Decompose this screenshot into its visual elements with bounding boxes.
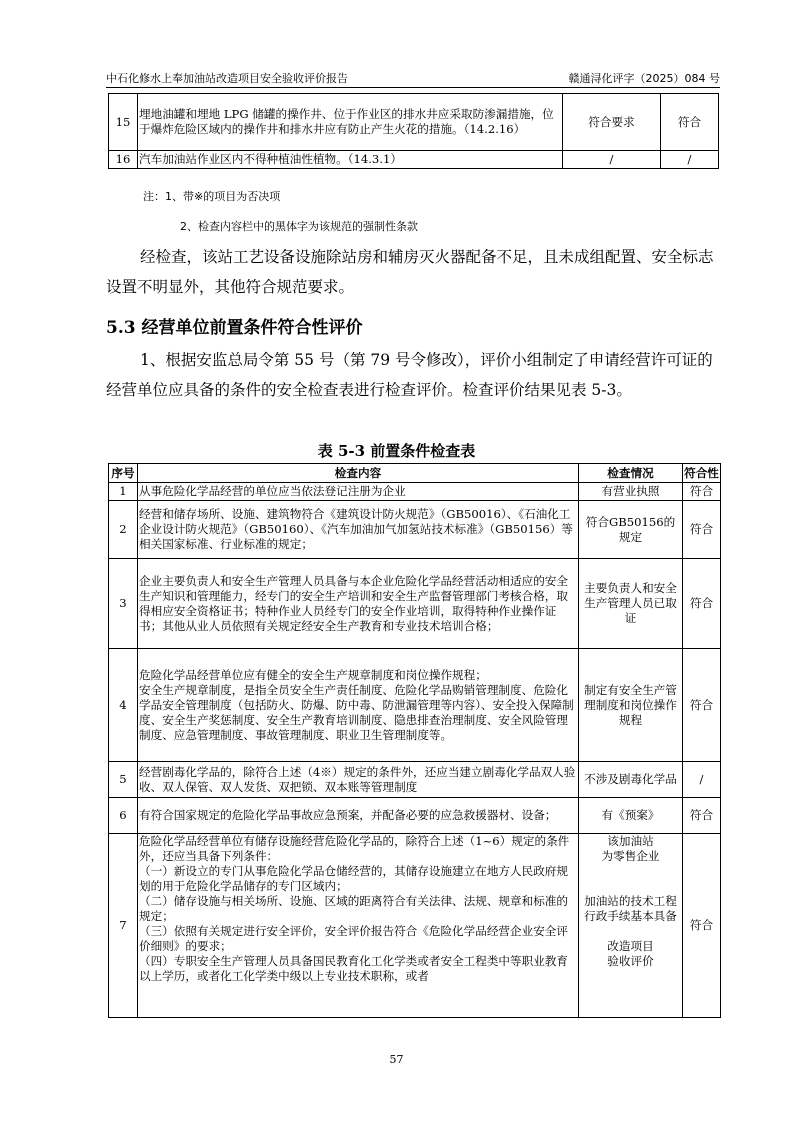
row-result: 符合 <box>683 501 721 559</box>
row-situation: / <box>563 151 661 169</box>
row-content: 有符合国家规定的危险化学品事故应急预案，并配备必要的应急救援器材、设备； <box>138 798 579 834</box>
row-number: 4 <box>109 649 138 762</box>
header-document-number: 赣通浔化评字（2025）084 号 <box>568 72 720 85</box>
row-situation: 主要负责人和安全生产管理人员已取证 <box>579 559 683 649</box>
row-situation: 不涉及剧毒化学品 <box>579 762 683 798</box>
row-number: 16 <box>109 151 138 169</box>
table-row <box>109 559 721 649</box>
row-content: 危险化学品经营单位有储存设施经营危险化学品的，除符合上述（1~6）规定的条件外，还应当具备下列条件： （一）新设立的专门从事危险化学品仓储经营的，其储存设施建立在地方人民政府规划的用于危险化学品储存的专门区域内； （二）储存设施与相关场所、设施、区域的距离符合有关法律、法规、规章和标准的规定； （三）依照有关规定进行安全评价，安全评价报告符合《危险化学品经营企业安全评价细则》的要求； （四）专职安全生产管理人员具备国民教育化工化学类或者安全工程类中等职业教育以上学历，或者化工化学类中级以上专业技术职称，或者 <box>138 834 579 1018</box>
header-result: 符合性 <box>683 464 721 483</box>
header-report-title: 中石化修水上奉加油站改造项目安全验收评价报告 <box>106 72 348 85</box>
continued-check-table <box>108 93 719 169</box>
row-content: 埋地油罐和埋地 LPG 储罐的操作井、位于作业区的排水井应采取防渗漏措施，位于爆炸危险区域内的操作井和排水井应有防止产生火花的措施。（14.2.16） <box>138 94 563 151</box>
row-number: 1 <box>109 483 138 501</box>
row-content: 危险化学品经营单位应有健全的安全生产规章制度和岗位操作规程； 安全生产规章制度，是指全员安全生产责任制度、危险化学品购销管理制度、危险化学品安全管理制度（包括防火、防爆、防中毒、防泄漏管理等内容）、安全投入保障制度、安全生产奖惩制度、安全生产教育培训制度、隐患排查治理制度、安全风险管理制度、应急管理制度、事故管理制度、职业卫生管理制度等。 <box>138 649 579 762</box>
row-result: 符合 <box>683 649 721 762</box>
table-caption: 表 5-3 前置条件检查表 <box>317 442 476 460</box>
table-row <box>109 501 721 559</box>
row-number: 6 <box>109 798 138 834</box>
row-content: 从事危险化学品经营的单位应当依法登记注册为企业 <box>138 483 579 501</box>
row-situation: 该加油站 为零售企业 加油站的技术工程行政手续基本具备 改造项目 验收评价 <box>579 834 683 1018</box>
row-situation: 有营业执照 <box>579 483 683 501</box>
section-title: 5.3 经营单位前置条件符合性评价 <box>106 318 363 338</box>
row-situation: 符合GB50156的规定 <box>579 501 683 559</box>
table-row <box>109 798 721 834</box>
row-result: / <box>683 762 721 798</box>
row-result: 符合 <box>661 94 719 151</box>
row-content: 经营和储存场所、设施、建筑物符合《建筑设计防火规范》（GB50016）、《石油化工企业设计防火规范》（GB50160）、《汽车加油加气加氢站技术标准》（GB50156）等相关国家标准、行业标准的规定； <box>138 501 579 559</box>
header-content: 检查内容 <box>138 464 579 483</box>
header-divider <box>106 87 720 88</box>
row-result: / <box>661 151 719 169</box>
row-content: 企业主要负责人和安全生产管理人员具备与本企业危险化学品经营活动相适应的安全生产知识和管理能力，经专门的安全生产培训和安全生产监督管理部门考核合格，取得相应安全资格证书；特种作业人员经专门的安全作业培训，取得特种作业操作证书；其他从业人员依照有关规定经安全生产教育和专业技术培训合格； <box>138 559 579 649</box>
row-result: 符合 <box>683 798 721 834</box>
table-row <box>109 151 719 169</box>
table-row <box>109 94 719 151</box>
row-number: 3 <box>109 559 138 649</box>
note-line-2: 2、检查内容栏中的黑体字为该规范的强制性条款 <box>180 220 418 233</box>
header-situation: 检查情况 <box>579 464 683 483</box>
row-situation: 符合要求 <box>563 94 661 151</box>
conclusion-paragraph: 经检查，该站工艺设备设施除站房和辅房灭火器配备不足，且未成组配置、安全标志设置不明显外，其他符合规范要求。 <box>106 248 714 296</box>
row-number: 2 <box>109 501 138 559</box>
table-row <box>109 834 721 1018</box>
header-no: 序号 <box>109 464 138 483</box>
row-content: 经营剧毒化学品的，除符合上述（4※）规定的条件外，还应当建立剧毒化学品双人验收、双人保管、双人发货、双把锁、双本账等管理制度 <box>138 762 579 798</box>
table-row <box>109 483 721 501</box>
row-situation: 制定有安全生产管理制度和岗位操作规程 <box>579 649 683 762</box>
row-result: 符合 <box>683 559 721 649</box>
precondition-check-table <box>108 463 721 1018</box>
row-result: 符合 <box>683 834 721 1018</box>
row-result: 符合 <box>683 483 721 501</box>
note-line-1: 注：1、带※的项目为否决项 <box>143 190 281 203</box>
row-number: 5 <box>109 762 138 798</box>
table-header-row <box>109 464 721 483</box>
row-number: 15 <box>109 94 138 151</box>
intro-paragraph: 1、根据安监总局令第 55 号（第 79 号令修改），评价小组制定了申请经营许可证的经营单位应具备的条件的安全检查表进行检查评价。检查评价结果见表 5-3。 <box>106 351 713 399</box>
row-situation: 有《预案》 <box>579 798 683 834</box>
row-content: 汽车加油站作业区内不得种植油性植物。（14.3.1） <box>138 151 563 169</box>
row-number: 7 <box>109 834 138 1018</box>
table-row <box>109 762 721 798</box>
page-number: 57 <box>389 1053 404 1066</box>
table-row <box>109 649 721 762</box>
